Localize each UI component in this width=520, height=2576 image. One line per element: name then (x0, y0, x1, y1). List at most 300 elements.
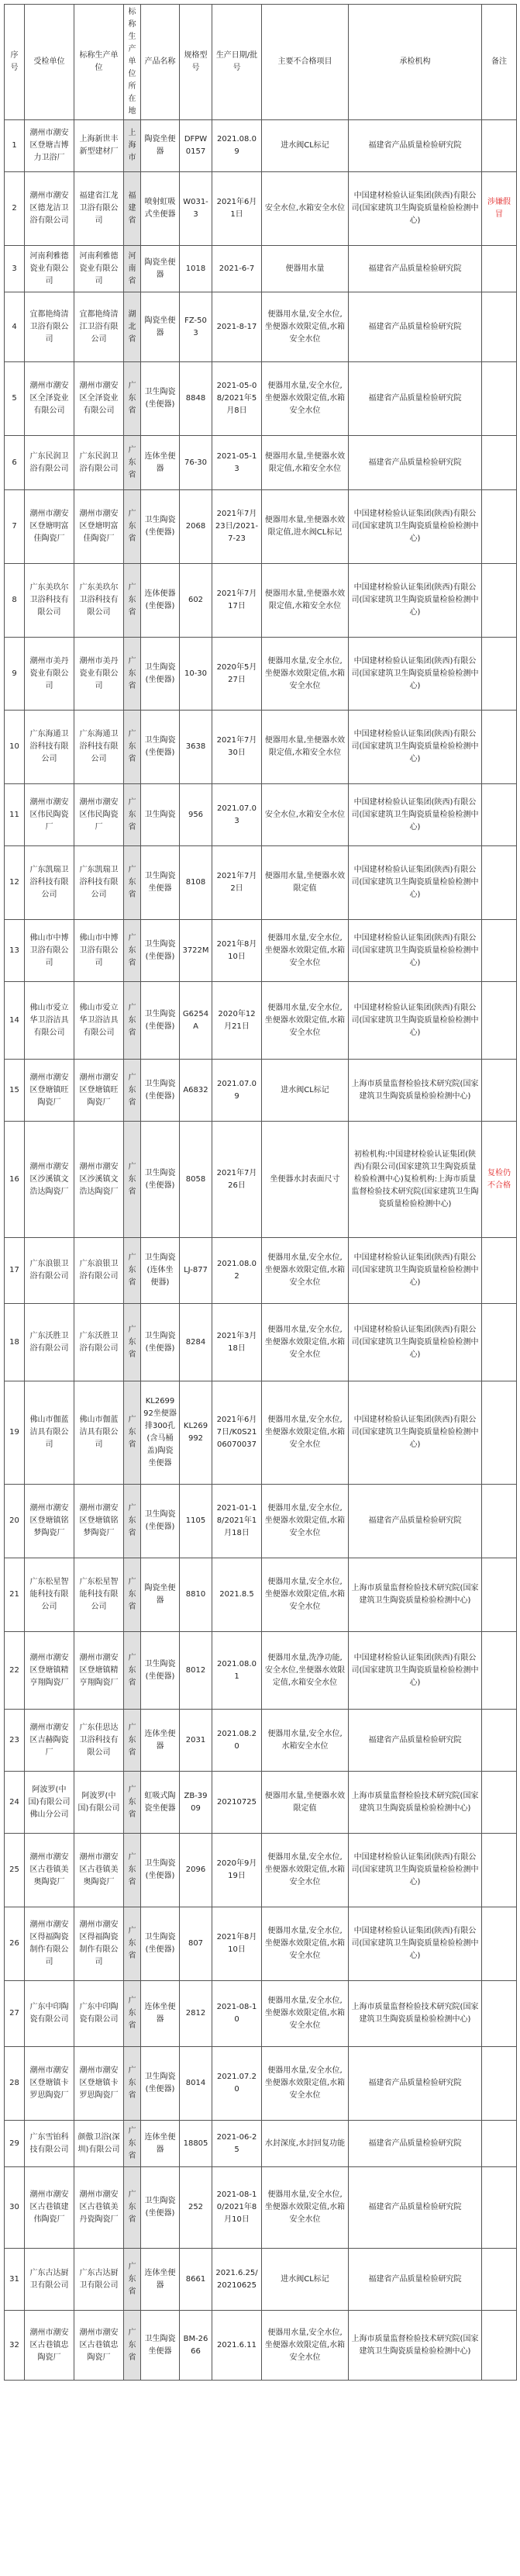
testing-agency-text: 福建省产品质量检验研究院 (368, 1735, 462, 1744)
cell-model (180, 920, 212, 982)
testing-agency-text: 中国建材检验认证集团(陕西)有限公司(国家建筑卫生陶瓷质量检验检测中心) (351, 1003, 479, 1037)
cell-row-index (5, 1060, 25, 1122)
table-row (5, 711, 517, 784)
testing-agency-text: 中国建材检验认证集团(陕西)有限公司(国家建筑卫生陶瓷质量检验检测中心) (351, 1653, 479, 1687)
cell-producer-location (124, 1772, 141, 1834)
remark-text: 涉嫌假冒 (487, 198, 511, 219)
producer-location-text: 广东省 (128, 866, 136, 899)
row-index-text: 16 (9, 1174, 19, 1184)
cell-production-date (212, 120, 262, 172)
producer-location-text: 广东省 (128, 1325, 136, 1359)
cell-model (180, 1485, 212, 1558)
table-row (5, 920, 517, 982)
cell-remark (482, 2249, 517, 2311)
cell-inspected-unit (25, 1558, 74, 1632)
cell-inspected-unit (25, 2249, 74, 2311)
inspected-unit-text: 潮州市美丹瓷业有限公司 (29, 656, 69, 690)
cell-production-date (212, 1304, 262, 1381)
cell-row-index (5, 1981, 25, 2047)
producer-text: 潮州市潮安区伟民陶瓷厂 (79, 797, 119, 832)
table-row (5, 2167, 517, 2249)
producer-text: 潮州市潮安区古巷镇美丹瓷陶瓷厂 (79, 2190, 119, 2224)
row-index-text: 31 (9, 2274, 19, 2284)
cell-production-date (212, 638, 262, 711)
header-model: 规格型号 (180, 5, 212, 120)
cell-inspected-unit (25, 1907, 74, 1981)
testing-agency-text: 福建省产品质量检验研究院 (368, 2079, 462, 2087)
cell-production-date (212, 1907, 262, 1981)
row-index-text: 15 (9, 1085, 19, 1094)
cell-model (180, 292, 212, 362)
header-producer-location: 标称生产单位所在地 (124, 5, 141, 120)
model-text: 8012 (185, 1665, 206, 1675)
cell-production-date (212, 1122, 262, 1238)
cell-nonconforming-items (262, 982, 349, 1060)
testing-agency-text: 福建省产品质量检验研究院 (368, 141, 462, 150)
cell-inspected-unit (25, 246, 74, 292)
cell-production-date (212, 2249, 262, 2311)
nonconforming-items-text: 便器用水量,安全水位,坐便器水效限定值,水箱安全水位 (264, 1325, 346, 1359)
row-index-text: 7 (12, 522, 17, 531)
cell-producer-location (124, 1122, 141, 1238)
cell-remark (482, 172, 517, 246)
cell-testing-agency (349, 1122, 482, 1238)
cell-product-name (141, 1304, 180, 1381)
product-name-text: KL269992坐便器排300孔(含马桶盖)陶瓷坐便器 (143, 1397, 177, 1468)
table-row (5, 638, 517, 711)
model-text: 252 (188, 2203, 204, 2211)
row-index-text: 20 (9, 1516, 19, 1525)
cell-inspected-unit (25, 292, 74, 362)
table-row (5, 2121, 517, 2167)
table-row (5, 2047, 517, 2121)
nonconforming-items-text: 便器用水量,安全水位,坐便器水效限定值,水箱安全水位 (264, 2066, 346, 2100)
model-text: A6832 (183, 1085, 208, 1094)
cell-producer (74, 1772, 124, 1834)
row-index-text: 24 (9, 1797, 19, 1807)
inspected-unit-text: 河南利雅德瓷业有限公司 (29, 251, 69, 285)
product-name-text: 陶瓷坐便器 (144, 135, 176, 156)
cell-testing-agency (349, 292, 482, 362)
cell-remark (482, 2167, 517, 2249)
cell-testing-agency (349, 2311, 482, 2381)
cell-producer-location (124, 436, 141, 490)
cell-row-index (5, 120, 25, 172)
producer-text: 广东佳思达卫浴科技有限公司 (79, 1723, 119, 1757)
cell-nonconforming-items (262, 1381, 349, 1485)
cell-testing-agency (349, 1981, 482, 2047)
cell-model (180, 1304, 212, 1381)
cell-production-date (212, 846, 262, 920)
producer-location-text: 广东省 (128, 1785, 136, 1819)
cell-row-index (5, 1485, 25, 1558)
cell-row-index (5, 2121, 25, 2167)
model-text: 2031 (185, 1735, 206, 1744)
production-date-text: 2021年7月2日 (216, 872, 257, 893)
producer-location-text: 湖北省 (128, 309, 136, 344)
cell-production-date (212, 920, 262, 982)
cell-producer (74, 120, 124, 172)
product-name-text: 陶瓷坐便器 (144, 258, 176, 279)
production-date-text: 2021.07.03 (217, 804, 257, 825)
cell-inspected-unit (25, 638, 74, 711)
cell-production-date (212, 1632, 262, 1710)
cell-remark (482, 711, 517, 784)
table-row (5, 784, 517, 846)
cell-testing-agency (349, 490, 482, 564)
inspected-unit-text: 广东松星智能科技有限公司 (29, 1578, 69, 1611)
cell-production-date (212, 246, 262, 292)
producer-location-text: 广东省 (128, 1723, 136, 1757)
production-date-text: 2021-05-08/2021年5月8日 (216, 382, 257, 415)
cell-nonconforming-items (262, 920, 349, 982)
cell-inspected-unit (25, 1834, 74, 1907)
cell-nonconforming-items (262, 246, 349, 292)
production-date-text: 2020年5月27日 (216, 662, 257, 684)
table-row (5, 846, 517, 920)
producer-text: 阿波罗(中国)有限公司 (77, 1791, 120, 1813)
nonconforming-items-text: 便器用水量,安全水位,坐便器水效限定值,水箱安全水位 (264, 1253, 346, 1287)
cell-producer-location (124, 846, 141, 920)
table-row (5, 1304, 517, 1381)
cell-remark (482, 846, 517, 920)
producer-location-text: 广东省 (128, 1853, 136, 1886)
cell-product-name (141, 1710, 180, 1772)
nonconforming-items-text: 便器用水量,安全水位,坐便器水效限定值,水箱安全水位 (264, 2190, 346, 2224)
producer-location-text: 广东省 (128, 583, 136, 617)
row-index-text: 27 (9, 2009, 19, 2018)
cell-model (180, 711, 212, 784)
cell-remark (482, 1485, 517, 1558)
testing-agency-text: 福建省产品质量检验研究院 (368, 264, 462, 273)
header-nonconforming-items: 主要不合格项目 (262, 5, 349, 120)
testing-agency-text: 上海市质量监督检验技术研究院(国家建筑卫生陶瓷质量检验检测中心) (351, 2334, 479, 2356)
cell-producer (74, 246, 124, 292)
producer-text: 广东凯瑞卫浴科技有限公司 (79, 866, 119, 899)
cell-row-index (5, 1122, 25, 1238)
cell-product-name (141, 1485, 180, 1558)
cell-product-name (141, 1060, 180, 1122)
production-date-text: 2021年7月23日/2021-7-23 (215, 510, 259, 543)
nonconforming-items-text: 便器用水量,安全水位,坐便器水效限定值,水箱安全水位 (264, 1853, 346, 1886)
inspected-unit-text: 潮州市潮安区登塘镇铭梦陶瓷厂 (29, 1504, 69, 1537)
nonconforming-items-text: 安全水位,水箱安全水位 (264, 810, 346, 819)
nonconforming-items-text: 便器用水量,安全水位,坐便器水效限定值,水箱安全水位 (264, 309, 346, 344)
cell-producer (74, 564, 124, 638)
model-text: 8661 (185, 2274, 206, 2284)
cell-product-name (141, 1122, 180, 1238)
cell-row-index (5, 1558, 25, 1632)
cell-producer (74, 1304, 124, 1381)
cell-row-index (5, 982, 25, 1060)
nonconforming-items-text: 便器用水量,坐便器水效限定值,水箱安全水位 (264, 736, 346, 757)
cell-producer-location (124, 564, 141, 638)
cell-nonconforming-items (262, 1558, 349, 1632)
table-row (5, 1710, 517, 1772)
producer-location-text: 广东省 (128, 1927, 136, 1960)
cell-production-date (212, 1238, 262, 1304)
header-product-name: 产品名称 (141, 5, 180, 120)
cell-production-date (212, 1485, 262, 1558)
nonconforming-items-text: 进水阀CL标记 (281, 1085, 329, 1094)
cell-testing-agency (349, 1238, 482, 1304)
cell-inspected-unit (25, 172, 74, 246)
testing-agency-text: 中国建材检验认证集团(陕西)有限公司(国家建筑卫生陶瓷质量检验检测中心) (351, 1853, 479, 1886)
cell-testing-agency (349, 711, 482, 784)
nonconforming-items-text: 便器用水量,安全水位,坐便器水效限定值,水箱安全水位 (264, 1997, 346, 2030)
cell-producer-location (124, 362, 141, 436)
cell-inspected-unit (25, 490, 74, 564)
production-date-text: 2021年3月18日 (216, 1331, 257, 1353)
product-name-text: 卫生陶瓷(坐便器) (144, 736, 176, 757)
cell-model (180, 2121, 212, 2167)
cell-product-name (141, 120, 180, 172)
model-text: ZB-3909 (184, 1791, 208, 1813)
producer-location-text: 广东省 (128, 1253, 136, 1287)
inspected-unit-text: 潮州市潮安区登塘镇旺陶瓷厂 (29, 1073, 69, 1107)
testing-agency-text: 中国建材检验认证集团(陕西)有限公司(国家建筑卫生陶瓷质量检验检测中心) (351, 933, 479, 967)
testing-agency-text: 中国建材检验认证集团(陕西)有限公司(国家建筑卫生陶瓷质量检验检测中心) (351, 583, 479, 617)
cell-production-date (212, 490, 262, 564)
cell-producer (74, 1485, 124, 1558)
row-index-text: 10 (9, 742, 19, 751)
cell-inspected-unit (25, 2121, 74, 2167)
cell-inspected-unit (25, 362, 74, 436)
production-date-text: 2021-8-17 (216, 322, 257, 331)
cell-producer-location (124, 246, 141, 292)
model-text: 2068 (185, 522, 206, 531)
cell-inspected-unit (25, 1485, 74, 1558)
row-index-text: 11 (9, 810, 19, 819)
cell-producer (74, 172, 124, 246)
row-index-text: 28 (9, 2079, 19, 2087)
testing-agency-text: 中国建材检验认证集团(陕西)有限公司(国家建筑卫生陶瓷质量检验检测中心) (351, 1927, 479, 1960)
cell-production-date (212, 436, 262, 490)
cell-nonconforming-items (262, 2121, 349, 2167)
nonconforming-items-text: 便器用水量,安全水位,坐便器水效限定值,水箱安全水位 (264, 1927, 346, 1960)
nonconforming-items-text: 进水阀CL标记 (281, 141, 329, 150)
table-header-row (5, 5, 517, 120)
producer-location-text: 广东省 (128, 2328, 136, 2362)
table-row (5, 564, 517, 638)
row-index-text: 23 (9, 1735, 19, 1744)
cell-producer (74, 1981, 124, 2047)
table-row (5, 1381, 517, 1485)
producer-location-text: 广东省 (128, 1162, 136, 1196)
cell-row-index (5, 564, 25, 638)
product-name-text: 连体坐便器 (144, 2268, 176, 2290)
row-index-text: 6 (12, 458, 17, 467)
product-name-text: 卫生陶瓷(坐便器) (144, 1168, 176, 1190)
cell-model (180, 246, 212, 292)
testing-agency-text: 福建省产品质量检验研究院 (368, 458, 462, 467)
producer-location-text: 广东省 (128, 933, 136, 967)
cell-product-name (141, 172, 180, 246)
inspected-unit-text: 潮州市潮安区全泽瓷业有限公司 (29, 382, 69, 415)
cell-product-name (141, 1558, 180, 1632)
producer-text: 福建省江龙卫浴有限公司 (79, 192, 119, 225)
model-text: FZ-503 (184, 316, 207, 337)
inspection-results-table (4, 4, 517, 2381)
cell-model (180, 564, 212, 638)
cell-product-name (141, 2249, 180, 2311)
cell-product-name (141, 2047, 180, 2121)
table-row (5, 2311, 517, 2381)
row-index-text: 26 (9, 1939, 19, 1948)
cell-model (180, 1060, 212, 1122)
table-row (5, 982, 517, 1060)
cell-remark (482, 1304, 517, 1381)
nonconforming-items-text: 便器用水量,坐便器水效限定值,水箱安全水位 (264, 590, 346, 610)
cell-row-index (5, 1238, 25, 1304)
cell-production-date (212, 564, 262, 638)
table-row (5, 1834, 517, 1907)
cell-product-name (141, 1238, 180, 1304)
remark-text: 复检仍不合格 (487, 1168, 511, 1190)
cell-model (180, 2167, 212, 2249)
testing-agency-text: 上海市质量监督检验技术研究院(国家建筑卫生陶瓷质量检验检测中心) (351, 1079, 479, 1101)
cell-product-name (141, 638, 180, 711)
producer-location-text: 广东省 (128, 1997, 136, 2030)
model-text: 3722M (182, 946, 209, 955)
cell-inspected-unit (25, 120, 74, 172)
cell-product-name (141, 292, 180, 362)
cell-row-index (5, 1907, 25, 1981)
inspected-unit-text: 佛山市伽蓝洁具有限公司 (29, 1416, 69, 1449)
cell-row-index (5, 711, 25, 784)
model-text: LJ-877 (184, 1266, 208, 1274)
cell-testing-agency (349, 564, 482, 638)
row-index-text: 25 (9, 1865, 19, 1874)
producer-text: 潮州市潮安区古巷镇忠陶瓷厂 (79, 2328, 119, 2362)
cell-remark (482, 120, 517, 172)
cell-testing-agency (349, 1381, 482, 1485)
cell-product-name (141, 920, 180, 982)
cell-remark (482, 1981, 517, 2047)
cell-nonconforming-items (262, 638, 349, 711)
inspected-unit-text: 潮州市潮安区沙溪镇文浩达陶瓷厂 (29, 1162, 69, 1196)
product-name-text: 陶瓷坐便器 (144, 1584, 176, 1605)
row-index-text: 13 (9, 946, 19, 955)
product-name-text: 卫生陶瓷(坐便器) (144, 1510, 176, 1531)
cell-row-index (5, 2047, 25, 2121)
cell-producer (74, 1238, 124, 1304)
inspected-unit-text: 潮州市潮安区古巷镇忠陶瓷厂 (29, 2328, 69, 2362)
cell-nonconforming-items (262, 2249, 349, 2311)
cell-producer (74, 362, 124, 436)
product-name-text: 卫生陶瓷(坐便器) (144, 1659, 176, 1681)
cell-production-date (212, 1834, 262, 1907)
model-text: 10-30 (184, 669, 208, 678)
cell-row-index (5, 1381, 25, 1485)
inspected-unit-text: 广东古达厨卫有限公司 (29, 2268, 69, 2290)
product-name-text: 陶瓷坐便器 (144, 316, 176, 337)
cell-model (180, 436, 212, 490)
row-index-text: 12 (9, 878, 19, 887)
cell-remark (482, 246, 517, 292)
testing-agency-text: 中国建材检验认证集团(陕西)有限公司(国家建筑卫生陶瓷质量检验检测中心) (351, 797, 479, 832)
model-text: 18805 (183, 2139, 208, 2148)
producer-location-text: 福建省 (128, 192, 136, 225)
cell-testing-agency (349, 1710, 482, 1772)
producer-text: 上海新世丰新型建材厂 (79, 135, 119, 156)
row-index-text: 14 (9, 1015, 19, 1025)
cell-row-index (5, 1710, 25, 1772)
row-index-text: 8 (12, 596, 17, 604)
header-producer: 标称生产单位 (74, 5, 124, 120)
nonconforming-items-text: 便器用水量,安全水位,坐便器水效限定值,水箱安全水位 (264, 1003, 346, 1037)
cell-inspected-unit (25, 2311, 74, 2381)
cell-row-index (5, 1304, 25, 1381)
cell-inspected-unit (25, 1710, 74, 1772)
inspected-unit-text: 广东海通卫浴科技有限公司 (29, 730, 69, 763)
cell-testing-agency (349, 2167, 482, 2249)
model-text: 3638 (185, 742, 206, 751)
cell-nonconforming-items (262, 1060, 349, 1122)
header-remark: 备注 (482, 5, 517, 120)
cell-inspected-unit (25, 1122, 74, 1238)
nonconforming-items-text: 便器用水量,安全水位,坐便器水效限定值,水箱安全水位 (264, 2328, 346, 2362)
cell-production-date (212, 2121, 262, 2167)
producer-location-text: 广东省 (128, 1653, 136, 1687)
production-date-text: 2021-06-25 (216, 2132, 257, 2154)
producer-location-text: 广东省 (128, 2190, 136, 2224)
testing-agency-text: 福建省产品质量检验研究院 (368, 394, 462, 403)
cell-producer-location (124, 2249, 141, 2311)
table-row (5, 2249, 517, 2311)
producer-text: 河南利雅德瓷业有限公司 (79, 251, 119, 285)
production-date-text: 2021年7月30日 (216, 736, 257, 757)
cell-inspected-unit (25, 784, 74, 846)
cell-model (180, 1772, 212, 1834)
row-index-text: 3 (12, 264, 17, 273)
model-text: 807 (188, 1939, 204, 1948)
cell-model (180, 1558, 212, 1632)
cell-nonconforming-items (262, 1710, 349, 1772)
model-text: 1105 (185, 1516, 206, 1525)
product-name-text: 卫生陶瓷(坐便器) (144, 1933, 176, 1954)
cell-nonconforming-items (262, 784, 349, 846)
model-text: 602 (188, 596, 204, 604)
cell-producer (74, 1710, 124, 1772)
cell-inspected-unit (25, 982, 74, 1060)
table-row (5, 1060, 517, 1122)
cell-row-index (5, 1772, 25, 1834)
product-name-text: 卫生陶瓷(坐便器) (144, 388, 176, 409)
table-row (5, 1558, 517, 1632)
inspected-unit-text: 潮州市潮安区古巷镇建伟陶瓷厂 (29, 2190, 69, 2224)
cell-producer-location (124, 711, 141, 784)
testing-agency-text: 中国建材检验认证集团(陕西)有限公司(国家建筑卫生陶瓷质量检验检测中心) (351, 192, 479, 225)
cell-inspected-unit (25, 711, 74, 784)
cell-producer (74, 2311, 124, 2381)
inspected-unit-text: 广东中印陶瓷有限公司 (29, 2003, 69, 2024)
cell-production-date (212, 1558, 262, 1632)
nonconforming-items-text: 便器用水量,坐便器水效限定值 (264, 1791, 346, 1813)
cell-nonconforming-items (262, 362, 349, 436)
product-name-text: 卫生陶瓷坐便器 (144, 872, 176, 893)
nonconforming-items-text: 便器用水量,安全水位,水箱安全水位 (267, 1729, 343, 1751)
inspected-unit-text: 广东浪银卫浴有限公司 (29, 1260, 69, 1281)
cell-product-name (141, 711, 180, 784)
table-row (5, 172, 517, 246)
producer-text: 广东松星智能科技有限公司 (79, 1578, 119, 1611)
cell-testing-agency (349, 846, 482, 920)
cell-model (180, 1632, 212, 1710)
producer-text: 潮州市潮安区得福陶瓷制作有限公司 (79, 1921, 119, 1966)
header-production-date: 生产日期/批号 (212, 5, 262, 120)
product-name-text: 连体坐便器 (144, 2132, 176, 2154)
